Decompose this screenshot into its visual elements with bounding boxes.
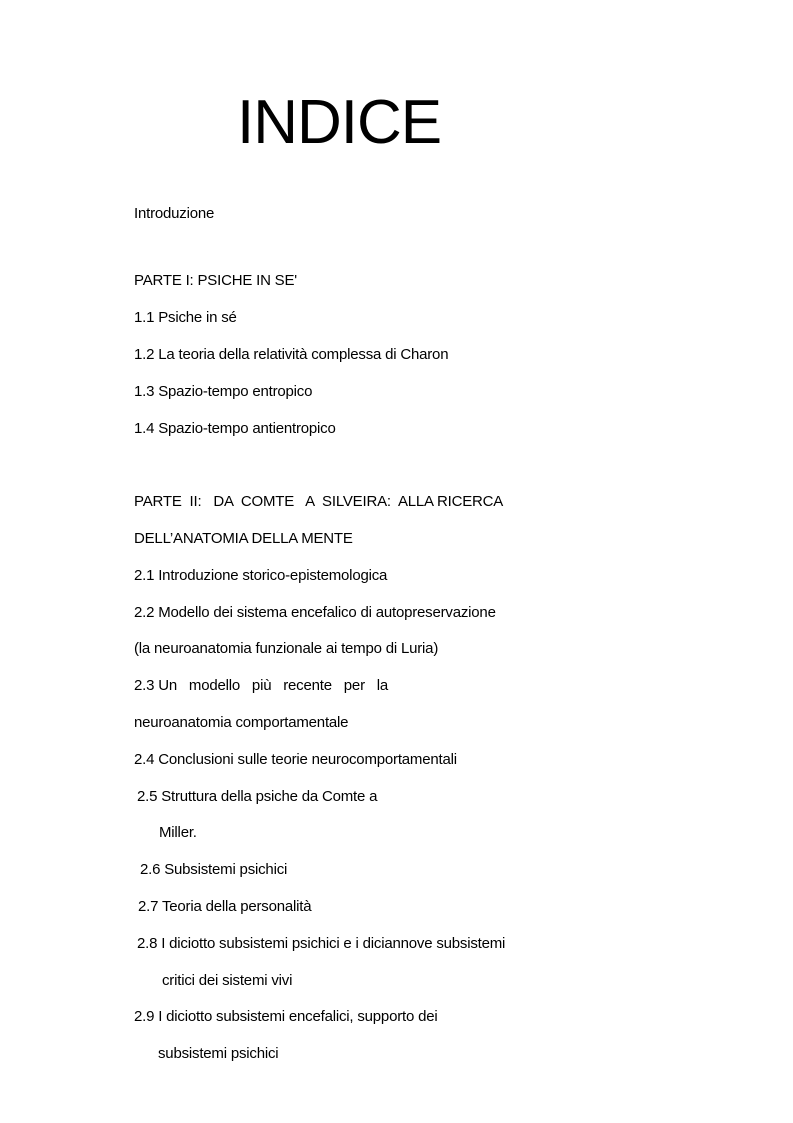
toc-item-2-5-continued: Miller. [159, 824, 197, 841]
toc-item-2-3: 2.3 Un modello più recente per la [134, 677, 389, 694]
toc-item-1-4: 1.4 Spazio-tempo antientropico [134, 420, 336, 437]
toc-item-2-2-continued: (la neuroanatomia funzionale ai tempo di Luria) [134, 640, 439, 657]
toc-item-1-2: 1.2 La teoria della relatività complessa di Charon [134, 346, 449, 363]
toc-introduction: Introduzione [134, 205, 215, 222]
toc-item-2-2: 2.2 Modello dei sistema encefalico di autopreservazione [134, 604, 496, 621]
toc-item-2-6: 2.6 Subsistemi psichici [140, 861, 288, 878]
toc-item-2-1: 2.1 Introduzione storico-epistemologica [134, 567, 388, 584]
part1-heading: PARTE I: PSICHE IN SE' [134, 272, 297, 289]
toc-item-2-3-continued: neuroanatomia comportamentale [134, 714, 349, 731]
toc-item-1-3: 1.3 Spazio-tempo entropico [134, 383, 313, 400]
part2-heading-line2: DELL’ANATOMIA DELLA MENTE [134, 530, 353, 547]
part2-heading-line1: PARTE II: DA COMTE A SILVEIRA: ALLA RICERCA [134, 493, 504, 510]
toc-item-1-1: 1.1 Psiche in sé [134, 309, 237, 326]
toc-item-2-8: 2.8 I diciotto subsistemi psichici e i diciannove subsistemi [137, 935, 506, 952]
toc-item-2-7: 2.7 Teoria della personalità [138, 898, 312, 915]
toc-item-2-5: 2.5 Struttura della psiche da Comte a [137, 788, 378, 805]
toc-item-2-4: 2.4 Conclusioni sulle teorie neurocomportamentali [134, 751, 457, 768]
page-title: INDICE [237, 88, 442, 157]
toc-item-2-8-continued: critici dei sistemi vivi [162, 972, 293, 989]
toc-item-2-9-continued: subsistemi psichici [158, 1045, 279, 1062]
toc-item-2-9: 2.9 I diciotto subsistemi encefalici, supporto dei [134, 1008, 438, 1025]
